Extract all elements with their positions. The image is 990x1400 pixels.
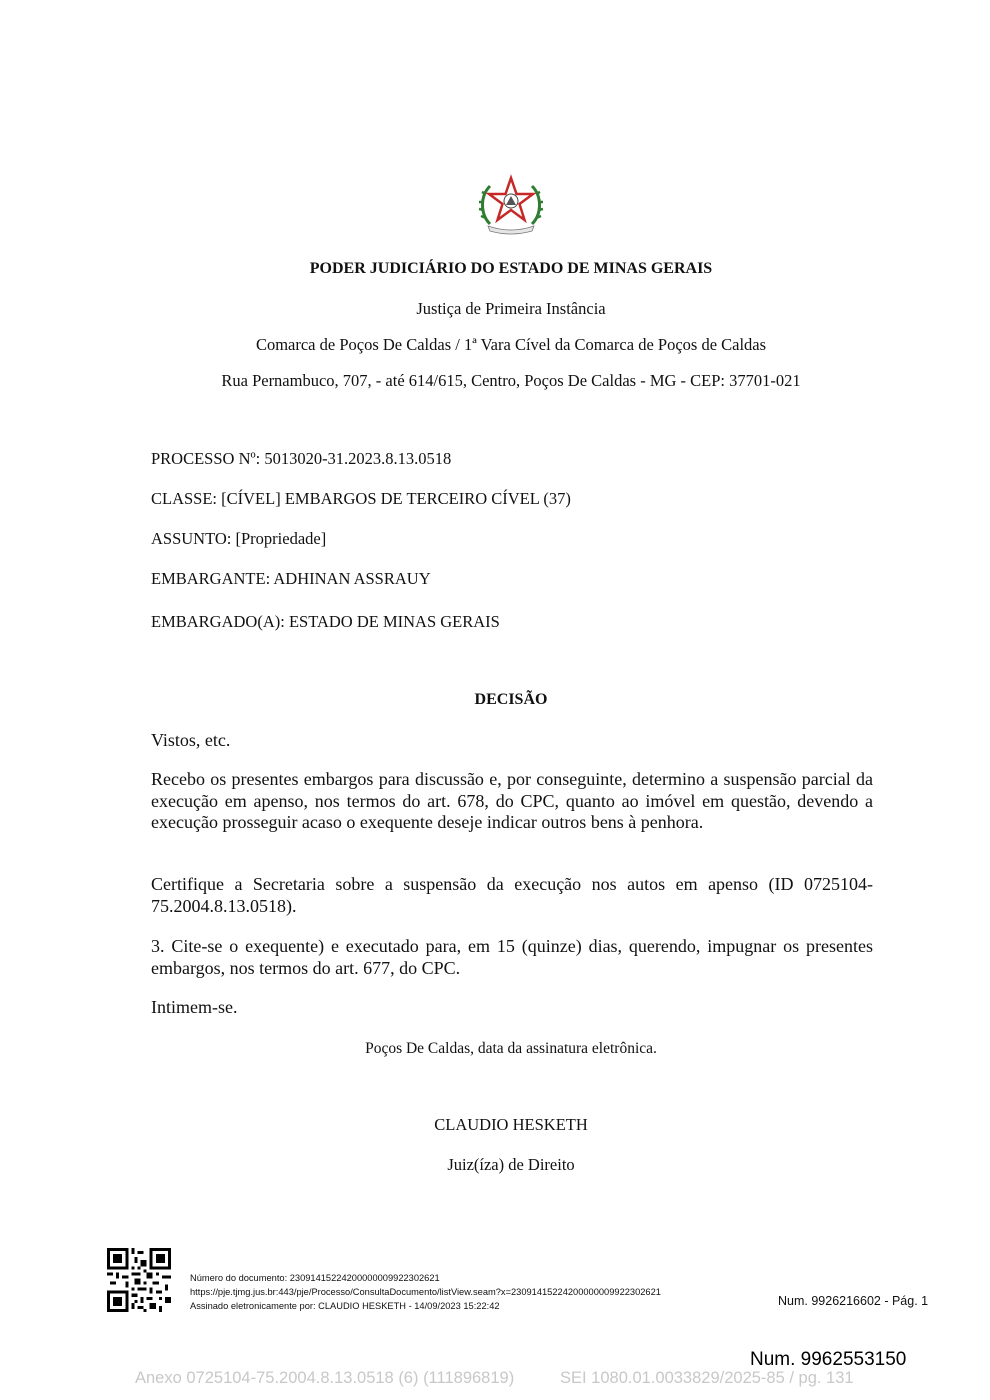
judge-name: CLAUDIO HESKETH: [434, 1115, 588, 1134]
document-number: Número do documento: 23091415224200000009922302621: [190, 1273, 440, 1283]
coat-of-arms-seal: [476, 174, 546, 236]
court-title: PODER JUDICIÁRIO DO ESTADO DE MINAS GERAIS: [309, 260, 713, 277]
document-url[interactable]: https://pje.tjmg.jus.br:443/pje/Processo/ConsultaDocumento/listView.seam?x=23091415224200000009922302621: [190, 1287, 661, 1297]
decision-title: DECISÃO: [474, 691, 548, 708]
place-date: Poços De Caldas, data da assinatura eletrônica.: [365, 1040, 657, 1057]
instance-line: Justiça de Primeira Instância: [416, 299, 606, 318]
stamp-number: Num. 9962553150: [750, 1349, 907, 1370]
paragraph-vistos: Vistos, etc.: [151, 730, 231, 750]
sei-label: SEI 1080.01.0033829/2025-85 / pg. 131: [560, 1369, 854, 1387]
process-class: CLASSE: [CÍVEL] EMBARGOS DE TERCEIRO CÍVEL (37): [151, 489, 571, 508]
qr-code: [107, 1248, 171, 1312]
address-line: Rua Pernambuco, 707, - até 614/615, Centro, Poços De Caldas - MG - CEP: 37701-021: [221, 371, 801, 390]
paragraph-certifique: Certifique a Secretaria sobre a suspensão da execução nos autos em apenso (ID 0725104-75.2004.8.13.0518).: [151, 874, 873, 916]
paragraph-cite-se: 3. Cite-se o exequente) e executado para, em 15 (quinze) dias, querendo, impugnar os presentes embargos, nos termos do art. 677, do CPC.: [151, 936, 873, 978]
paragraph-intimem: Intimem-se.: [151, 997, 238, 1017]
process-subject: ASSUNTO: [Propriedade]: [151, 529, 327, 548]
process-number: PROCESSO Nº: 5013020-31.2023.8.13.0518: [151, 449, 452, 468]
embargado: EMBARGADO(A): ESTADO DE MINAS GERAIS: [151, 612, 500, 631]
paragraph-recebo: Recebo os presentes embargos para discussão e, por conseguinte, determino a suspensão parcial da execução em apenso, nos termos do art. 678, do CPC, quanto ao imóvel em questão, devendo a execução prosseguir acaso o exequente deseje indicar outros bens à penhora.: [151, 769, 873, 832]
comarca-line: Comarca de Poços De Caldas / 1ª Vara Cível da Comarca de Poços de Caldas: [255, 335, 767, 354]
signed-by: Assinado eletronicamente por: CLAUDIO HESKETH - 14/09/2023 15:22:42: [190, 1301, 500, 1311]
page-number: Num. 9926216602 - Pág. 1: [778, 1294, 929, 1308]
annex-label: Anexo 0725104-75.2004.8.13.0518 (6) (111896819): [135, 1369, 515, 1387]
embargante: EMBARGANTE: ADHINAN ASSRAUY: [151, 569, 431, 588]
judge-role: Juiz(íza) de Direito: [447, 1155, 575, 1174]
